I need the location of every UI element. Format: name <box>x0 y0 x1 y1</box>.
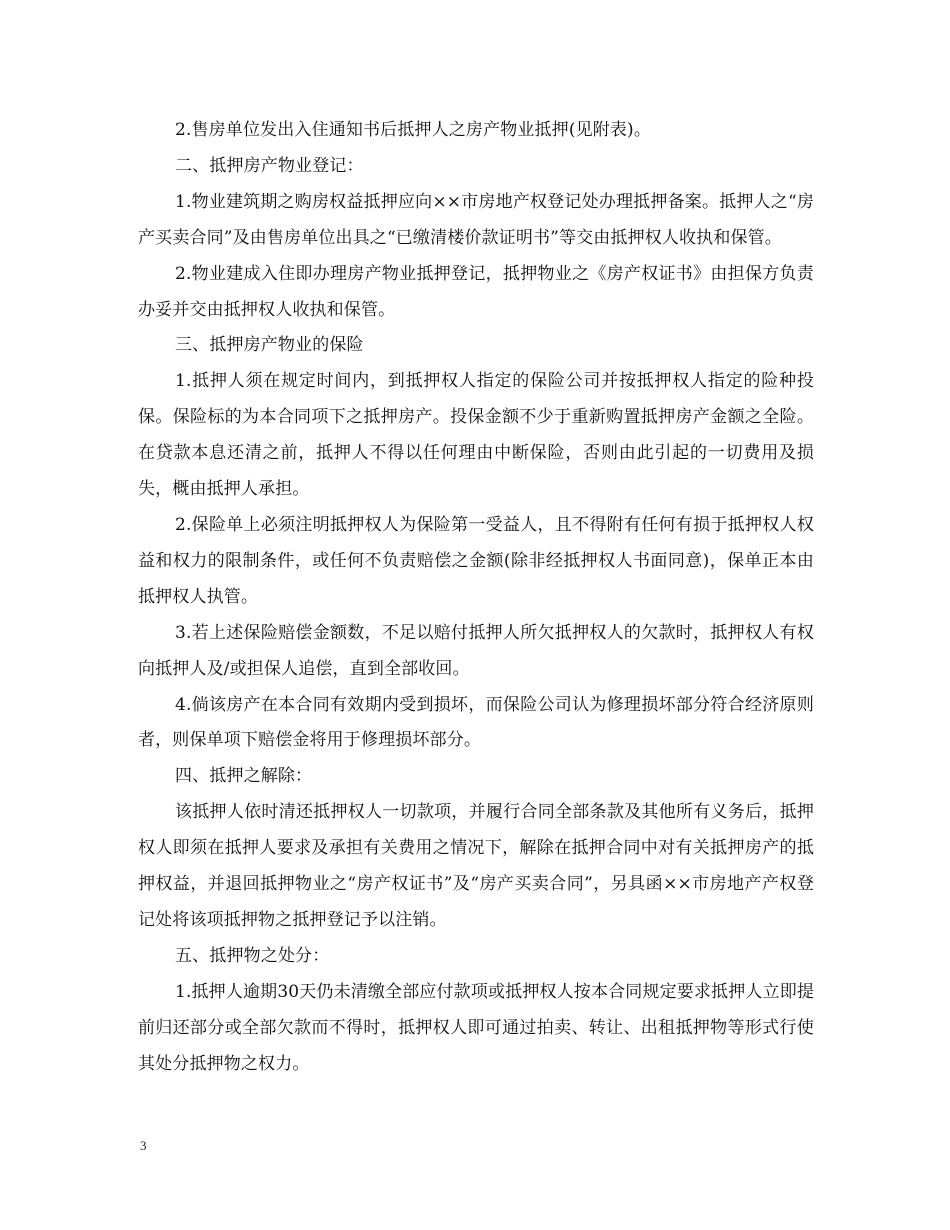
section-heading-disposal: 五、抵押物之处分： <box>175 945 330 966</box>
paragraph-disposal-1: 1.抵押人逾期30天仍未清缴全部应付款项或抵押权人按本合同规定要求抵押人立即提前归还部分或全部欠款而不得时，抵押权人即可通过拍卖、转让、出租抵押物等形式行使其处分抵押物之权力。 <box>138 981 814 1074</box>
section-heading-registration: 二、抵押房产物业登记： <box>175 155 364 176</box>
paragraph-insurance-2: 2.保险单上必须注明抵押权人为保险第一受益人，且不得附有任何有损于抵押权人权益和权力的限制条件，或任何不负责赔偿之金额(除非经抵押权人书面同意)，保单正本由抵押权人执管。 <box>138 514 814 607</box>
section-heading-release: 四、抵押之解除： <box>175 766 313 787</box>
page-number: 3 <box>140 1138 147 1153</box>
paragraph-insurance-3: 3.若上述保险赔偿金额数，不足以赔付抵押人所欠抵押权人的欠款时，抵押权人有权向抵押人及/或担保人追偿，直到全部收回。 <box>138 622 814 679</box>
paragraph-insurance-1: 1.抵押人须在规定时间内，到抵押权人指定的保险公司并按抵押权人指定的险种投保。保险标的为本合同项下之抵押房产。投保金额不少于重新购置抵押房产金额之全险。在贷款本息还清之前，抵押人不得以任何理由中断保险，否则由此引起的一切费用及损失，概由抵押人承担。 <box>138 371 814 500</box>
paragraph-item-2-notice: 2.售房单位发出入住通知书后抵押人之房产物业抵押(见附表)。 <box>175 120 651 140</box>
paragraph-insurance-4: 4.倘该房产在本合同有效期内受到损坏，而保险公司认为修理损坏部分符合经济原则者，则保单项下赔偿金将用于修理损坏部分。 <box>138 694 814 751</box>
section-heading-insurance: 三、抵押房产物业的保险 <box>175 335 364 356</box>
paragraph-registration-2: 2.物业建成入住即办理房产物业抵押登记，抵押物业之《房产权证书》由担保方负责办妥并交由抵押权人收执和保管。 <box>138 263 814 320</box>
paragraph-release: 该抵押人依时清还抵押权人一切款项，并履行合同全部条款及其他所有义务后，抵押权人即须在抵押人要求及承担有关费用之情况下，解除在抵押合同中对有关抵押房产的抵押权益，并退回抵押物业之“房产权证书”及“房产买卖合同”，另具函××市房地产产权登记处将该项抵押物之抵押登记予以注销。 <box>138 802 814 930</box>
paragraph-registration-1: 1.物业建筑期之购房权益抵押应向××市房地产权登记处办理抵押备案。抵押人之“房产买卖合同”及由售房单位出具之“已缴清楼价款证明书”等交由抵押权人收执和保管。 <box>138 191 814 248</box>
document-body <box>138 113 814 1082</box>
